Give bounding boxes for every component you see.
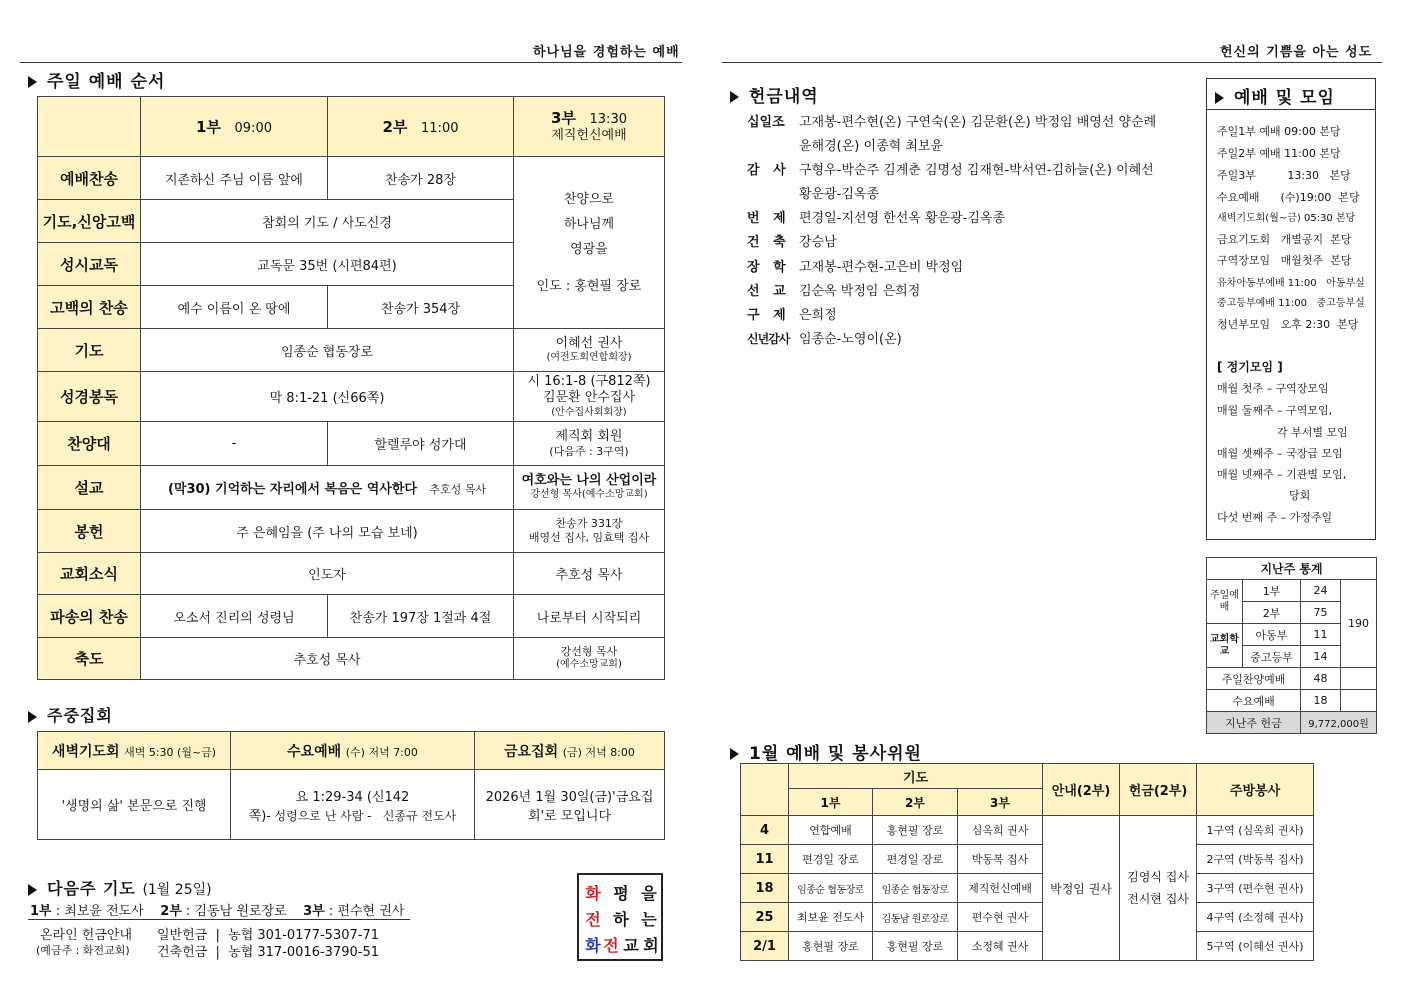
monthly-week: 25 (741, 903, 789, 932)
monthly-s1: 편경일 장로 (789, 845, 873, 874)
row-label-news: 교회소식 (38, 553, 141, 595)
stats-sunday-label: 주일예배 (1207, 580, 1243, 624)
header-divider-left (20, 62, 682, 63)
schedule-item: 주일1부 예배 09:00 본당 (1217, 125, 1341, 138)
offering-row-tithe-cont: 윤해경(온) 이종혁 최보윤 (799, 139, 943, 154)
monthly-kitchen: 4구역 (소정혜 권사) (1197, 903, 1314, 932)
monthly-s2: 김동남 원로장로 (873, 903, 958, 932)
s3-praise-block: 찬양으로 하나님께 영광을 인도 : 홍현필 장로 (514, 157, 665, 329)
next-prayer-title-text: 다음주 기도 (47, 879, 136, 898)
monthly-title-text: 1월 예배 및 봉사위원 (749, 744, 922, 764)
service-1-header: 1부 09:00 (141, 97, 328, 157)
stats-youth: 14 (1301, 646, 1341, 668)
church-seal (577, 873, 663, 961)
triangle-icon (1215, 92, 1224, 104)
news-s12: 인도자 (141, 553, 514, 595)
praise-s1: 지존하신 주님 이름 앞에 (141, 157, 328, 200)
stats-kids: 11 (1301, 624, 1341, 646)
online-building: 건축헌금 | 농협 317-0016-3790-51 (157, 945, 379, 960)
schedule-item: 주일2부 예배 11:00 본당 (1217, 147, 1341, 160)
schedule-item: 중고등부예배 11:00 중고등부실 (1217, 298, 1365, 309)
stats-choir: 48 (1301, 668, 1341, 690)
regular-item: 당회 (1289, 489, 1311, 502)
monthly-kitchen: 3구역 (편수현 권사) (1197, 874, 1314, 903)
worship-order-table (37, 96, 665, 680)
stats-title: 지난주 통계 (1207, 558, 1377, 580)
monthly-s2: 편경일 장로 (873, 845, 958, 874)
next-prayer-s1: : 최보윤 전도사 (55, 904, 144, 919)
service-2-header: 2부 11:00 (328, 97, 514, 157)
offering-row-thanks: 감 사 구형우-박순주 김계춘 김명성 김재현-박서연-김하늘(온) 이혜선 (747, 163, 1154, 178)
row-label-benediction: 축도 (38, 638, 141, 680)
service-3-header: 3부 13:30 제직헌신예배 (514, 97, 665, 157)
regular-item: 매월 셋째주 – 국장급 모임 (1217, 447, 1343, 460)
dawn-header: 새벽기도회 새벽 5:30 (월~금) (38, 732, 231, 770)
next-prayer-divider (28, 919, 410, 920)
prayer-s12: 임종순 협동장로 (141, 329, 514, 372)
page-header-right: 헌신의 기쁨을 아는 성도 (1220, 45, 1373, 60)
monthly-title (730, 739, 922, 764)
row-label-creed: 기도,신앙고백 (38, 200, 141, 243)
seal-char: 는 (641, 910, 657, 929)
offering-row-thanks-cont: 황운광-김옥종 (799, 187, 880, 202)
monthly-week: 2/1 (741, 932, 789, 961)
choir-s2: 할렐루야 성가대 (328, 422, 514, 466)
monthly-s2: 홍현필 장로 (873, 816, 958, 845)
stats-s1-label: 1부 (1243, 580, 1301, 602)
sermon-s12: (막30) 기억하는 자리에서 복음은 역사한다 추호성 목사 (141, 466, 514, 510)
row-label-offering: 봉헌 (38, 510, 141, 553)
worship-header-empty (38, 97, 141, 157)
stats-kids-label: 아동부 (1243, 624, 1301, 646)
stats-wed-label: 수요예배 (1207, 690, 1301, 712)
monthly-kitchen: 5구역 (이혜선 권사) (1197, 932, 1314, 961)
scripture-s3: 시 16:1-8 (구812쪽) 김문환 안수집사 (안수집사회회장) (514, 372, 665, 422)
monthly-prayer-header: 기도 (789, 764, 1043, 789)
stats-school-label: 교회학교 (1207, 624, 1243, 668)
stats-table (1206, 557, 1377, 734)
monthly-week: 4 (741, 816, 789, 845)
sermon-s3: 여호와는 나의 산업이라 강선형 목사(예수소망교회) (514, 466, 665, 510)
offerings-title (730, 82, 819, 107)
seal-char: 을 (641, 884, 657, 903)
regular-item: 각 부서별 모임 (1277, 426, 1348, 439)
schedule-item: 청년부모임 오후 2:30 본당 (1217, 318, 1359, 331)
offering-s3: 찬송가 331장 배영선 집사, 임효택 집사 (514, 510, 665, 553)
choir-s3: 제직회 회원 (다음주 : 3구역) (514, 422, 665, 466)
triangle-icon (28, 76, 37, 88)
schedule-item: 주일3부 13:30 본당 (1217, 169, 1351, 182)
offering-row-tithe: 십일조 고재봉-편수현(온) 구연숙(온) 김문환(온) 박정임 배영선 양순례 (747, 115, 1157, 130)
regular-item: 매월 둘째주 – 구역모임, (1217, 404, 1333, 417)
stats-blank (1341, 668, 1377, 690)
stats-offering: 9,772,000원 (1301, 712, 1377, 734)
monthly-week: 18 (741, 874, 789, 903)
monthly-header-empty (741, 764, 789, 816)
weekday-table (37, 731, 665, 840)
sending-s2: 찬송가 197장 1절과 4절 (328, 595, 514, 638)
offering-row-mission: 선 교 김순옥 박정임 은희정 (747, 284, 921, 299)
row-label-scripture: 성경봉독 (38, 372, 141, 422)
stats-s1: 24 (1301, 580, 1341, 602)
schedule-item: 금요기도회 개별공지 본당 (1217, 233, 1352, 246)
next-prayer-s2-label: 2부 (160, 904, 182, 919)
row-label-sermon: 설교 (38, 466, 141, 510)
stats-s2-label: 2부 (1243, 602, 1301, 624)
seal-char: 화 (585, 884, 601, 903)
monthly-kitchen: 2구역 (박동복 집사) (1197, 845, 1314, 874)
online-offering-label: 온라인 헌금안내 (40, 928, 133, 943)
wed-header: 수요예배 (수) 저녁 7:00 (231, 732, 475, 770)
monthly-s3: 편수현 권사 (958, 903, 1043, 932)
page-header-left: 하나님을 경험하는 예배 (533, 45, 680, 60)
row-label-confession: 고백의 찬송 (38, 286, 141, 329)
sending-s1: 오소서 진리의 성령님 (141, 595, 328, 638)
next-prayer-s3: : 편수현 권사 (328, 904, 405, 919)
triangle-icon (730, 91, 739, 103)
next-prayer-s2: : 김동남 원로장로 (186, 904, 287, 919)
schedule-item: 구역장모임 매월첫주 본당 (1217, 254, 1352, 267)
fri-header: 금요집회 (금) 저녁 8:00 (475, 732, 665, 770)
offering-row-relief: 구 제 은희정 (747, 308, 837, 323)
monthly-guide: 박정임 권사 (1043, 816, 1120, 961)
monthly-s1: 임종순 협동장로 (789, 874, 873, 903)
stats-offering-label: 지난주 헌금 (1207, 712, 1301, 734)
monthly-s1: 연합예배 (789, 816, 873, 845)
offering-s12: 주 은혜임을 (주 나의 모습 보네) (141, 510, 514, 553)
triangle-icon (730, 748, 739, 760)
worship-order-title-text: 주일 예배 순서 (47, 72, 166, 92)
worship-order-title (28, 67, 165, 92)
monthly-s2-header: 2부 (873, 789, 958, 816)
row-label-praise: 예배찬송 (38, 157, 141, 200)
sending-s3: 나로부터 시작되리 (514, 595, 665, 638)
weekday-title-text: 주중집회 (47, 706, 113, 725)
news-s3: 추호성 목사 (514, 553, 665, 595)
regular-item: 다섯 번째 주 – 가정주일 (1217, 511, 1333, 524)
row-label-catechism: 성시교독 (38, 243, 141, 286)
schedule-title (1215, 83, 1335, 108)
monthly-s3: 제직헌신예배 (958, 874, 1043, 903)
monthly-s2: 임종순 협동장로 (873, 874, 958, 903)
stats-wed: 18 (1301, 690, 1341, 712)
seal-char: 회 (643, 936, 659, 955)
monthly-s3-header: 3부 (958, 789, 1043, 816)
row-label-sending: 파송의 찬송 (38, 595, 141, 638)
schedule-item: 새벽기도회(월~금) 05:30 본당 (1217, 213, 1356, 224)
next-prayer-list (30, 900, 404, 919)
offering-row-burnt: 번 제 편경일-지선영 한선옥 황운광-김옥종 (747, 211, 1006, 226)
row-label-choir: 찬양대 (38, 422, 141, 466)
regular-item: 매월 첫주 – 구역장모임 (1217, 382, 1329, 395)
monthly-offer-header: 헌금(2부) (1120, 764, 1197, 816)
seal-char: 화 (585, 936, 601, 955)
seal-char: 평 (613, 884, 629, 903)
weekday-title (28, 703, 113, 726)
stats-s2: 75 (1301, 602, 1341, 624)
monthly-kitchen: 1구역 (심옥희 권사) (1197, 816, 1314, 845)
seal-char: 전 (585, 910, 601, 929)
confession-s1: 예수 이름이 온 땅에 (141, 286, 328, 329)
schedule-divider (1207, 109, 1375, 110)
online-offering-note: (예금주 : 화전교회) (36, 944, 130, 957)
schedule-title-text: 예배 및 모임 (1234, 88, 1335, 108)
wed-desc: 요 1:29-34 (신142쪽)- 성령으로 난 사람 - 신종규 전도사 (231, 770, 475, 840)
offering-row-building: 건 축 강승남 (747, 235, 837, 250)
next-prayer-s1-label: 1부 (30, 904, 52, 919)
header-divider-right (722, 62, 1382, 63)
seal-char: 교 (623, 936, 639, 955)
next-prayer-title (28, 876, 212, 899)
monthly-s2: 홍현필 장로 (873, 932, 958, 961)
stats-blank (1341, 690, 1377, 712)
seal-char: 하 (613, 910, 629, 929)
benediction-s12: 추호성 목사 (141, 638, 514, 680)
regular-meetings-title: [ 정기모임 ] (1217, 360, 1283, 374)
monthly-s3: 박동복 집사 (958, 845, 1043, 874)
monthly-week: 11 (741, 845, 789, 874)
confession-s2: 찬송가 354장 (328, 286, 514, 329)
dawn-desc: '생명의 삶' 본문으로 진행 (38, 770, 231, 840)
next-prayer-s3-label: 3부 (303, 904, 325, 919)
schedule-box (1206, 78, 1376, 540)
online-general: 일반헌금 | 농협 301-0177-5307-71 (157, 928, 379, 943)
monthly-guide-header: 안내(2부) (1043, 764, 1120, 816)
fri-desc: 2026년 1월 30일(금)'금요집회'로 모입니다 (475, 770, 665, 840)
regular-item: 매월 넷째주 – 기관별 모임, (1217, 468, 1347, 481)
monthly-s1-header: 1부 (789, 789, 873, 816)
stats-youth-label: 중고등부 (1243, 646, 1301, 668)
next-prayer-date: (1월 25일) (142, 882, 212, 898)
offering-row-newyear: 신년감사 임종순-노영이(온) (747, 332, 902, 347)
monthly-offer: 김영식 집사 전시현 집사 (1120, 816, 1197, 961)
monthly-kitchen-header: 주방봉사 (1197, 764, 1314, 816)
benediction-s3: 강선형 목사 (예수소망교회) (514, 638, 665, 680)
prayer-s3: 이혜선 권사 (여전도회연합회장) (514, 329, 665, 372)
scripture-s12: 막 8:1-21 (신66쪽) (141, 372, 514, 422)
monthly-s1: 홍현필 장로 (789, 932, 873, 961)
schedule-item: 수요예배 (수)19:00 본당 (1217, 191, 1360, 204)
stats-total: 190 (1341, 580, 1377, 668)
monthly-s3: 소정혜 권사 (958, 932, 1043, 961)
praise-s2: 찬송가 28장 (328, 157, 514, 200)
row-label-prayer: 기도 (38, 329, 141, 372)
seal-char: 전 (603, 936, 619, 955)
schedule-item: 유차아동부예배 11:00 아동부실 (1217, 278, 1365, 289)
triangle-icon (28, 884, 37, 896)
choir-s1: - (141, 422, 328, 466)
catechism-s12: 교독문 35번 (시편84편) (141, 243, 514, 286)
triangle-icon (28, 711, 37, 723)
offerings-title-text: 헌금내역 (749, 87, 819, 107)
offering-row-scholarship: 장 학 고재봉-편수현-고은비 박정임 (747, 260, 964, 275)
stats-choir-label: 주일찬양예배 (1207, 668, 1301, 690)
monthly-table (740, 763, 1314, 961)
monthly-s1: 최보윤 전도사 (789, 903, 873, 932)
creed-s12: 참회의 기도 / 사도신경 (141, 200, 514, 243)
monthly-s3: 심옥희 권사 (958, 816, 1043, 845)
